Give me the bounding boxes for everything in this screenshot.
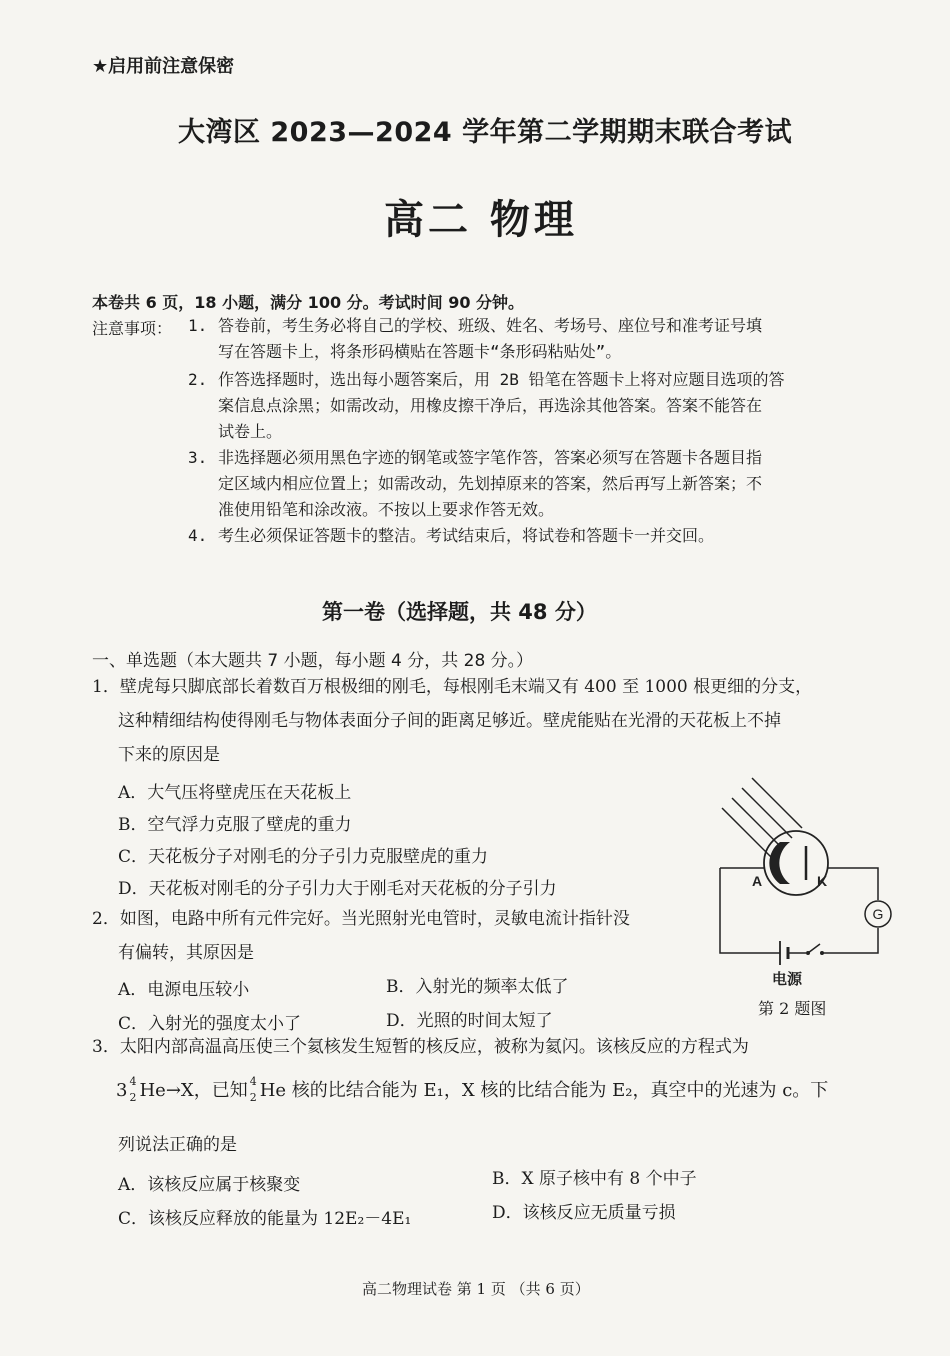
part-title: 一、单选题（本大题共 7 小题，每小题 4 分，共 28 分。） xyxy=(92,651,534,671)
notice-line: 定区域内相应位置上；如需改动，先划掉原来的答案，然后再写上新答案；不 xyxy=(218,474,763,493)
nuclear-equation-line xyxy=(116,1076,828,1102)
notice-number: 3. xyxy=(188,448,208,467)
section-title: 第一卷（选择题，共 48 分） xyxy=(322,600,597,624)
notice-label: 注意事项： xyxy=(92,319,173,338)
charge-number: 2 xyxy=(249,1091,257,1104)
notice-line: 非选择题必须用黑色字迹的钢笔或签字笔作答，答案必须写在答题卡各题目指 xyxy=(218,448,763,467)
power-source-label: 电源 xyxy=(772,970,803,988)
isotope-notation xyxy=(248,1075,260,1104)
question-2-option-b: B．入射光的频率太低了 xyxy=(386,977,569,997)
mass-number: 4 xyxy=(129,1075,137,1088)
equation-coefficient: 3 xyxy=(116,1080,128,1101)
anode-label: A xyxy=(752,873,763,889)
charge-number: 2 xyxy=(129,1091,137,1104)
question-1-option-a: A．大气压将壁虎压在天花板上 xyxy=(118,783,352,803)
notice-item-1 xyxy=(188,313,762,365)
notice-line: 准使用铅笔和涂改液。不按以上要求作答无效。 xyxy=(218,500,555,519)
notice-item-2 xyxy=(188,367,785,445)
notice-item-4 xyxy=(188,523,714,549)
notice-number: 1. xyxy=(188,316,208,335)
confidential-notice: ★启用前注意保密 xyxy=(92,56,235,77)
question-2-option-c: C．入射光的强度太小了 xyxy=(118,1014,302,1034)
subject-title: 高二 物理 xyxy=(384,197,578,243)
circuit-wires xyxy=(720,868,878,953)
isotope-notation xyxy=(127,1075,139,1104)
photoelectric-circuit-figure xyxy=(710,768,905,1028)
question-2-line-2: 有偏转，其原因是 xyxy=(118,943,254,963)
equation-symbol: He xyxy=(139,1080,166,1101)
figure-caption: 第 2 题图 xyxy=(758,999,827,1018)
notice-line: 作答选择题时，选出每小题答案后，用 2B 铅笔在答题卡上将对应题目选项的答 xyxy=(218,370,785,389)
question-1-option-d: D．天花板对刚毛的分子引力大于刚毛对天花板的分子引力 xyxy=(118,879,557,899)
question-1-option-b: B．空气浮力克服了壁虎的重力 xyxy=(118,815,352,835)
question-2-option-a: A．电源电压较小 xyxy=(118,980,250,1000)
equation-text: ，已知 xyxy=(193,1080,248,1101)
notice-number: 2. xyxy=(188,370,208,389)
question-1-line-1: 1．壁虎每只脚底部长着数百万根极细的刚毛，每根刚毛末端又有 400 至 1000 根更细的分支， xyxy=(92,677,813,697)
question-3-option-d: D．该核反应无质量亏损 xyxy=(492,1203,676,1223)
notice-line: 写在答题卡上，将条形码横贴在答题卡“条形码粘贴处”。 xyxy=(218,342,622,361)
notice-line: 案信息点涂黑；如需改动，用橡皮擦干净后，再选涂其他答案。答案不能答在 xyxy=(218,396,763,415)
galvanometer-symbol xyxy=(865,901,891,927)
paper-info: 本卷共 6 页，18 小题，满分 100 分。考试时间 90 分钟。 xyxy=(92,293,525,312)
question-1-option-c: C．天花板分子对刚毛的分子引力克服壁虎的重力 xyxy=(118,847,489,867)
incident-light-rays xyxy=(722,778,802,858)
notice-line: 试卷上。 xyxy=(218,422,283,441)
notice-line: 考生必须保证答题卡的整洁。考试结束后，将试卷和答题卡一并交回。 xyxy=(218,526,715,545)
battery-symbol xyxy=(780,941,806,965)
question-2-line-1: 2．如图，电路中所有元件完好。当光照射光电管时，灵敏电流计指针没 xyxy=(92,909,630,929)
notice-item-3 xyxy=(188,445,762,523)
exam-title: 大湾区 2023—2024 学年第二学期期末联合考试 xyxy=(178,117,793,148)
page-footer: 高二物理试卷 第 1 页 （共 6 页） xyxy=(362,1280,590,1298)
question-1-line-3: 下来的原因是 xyxy=(118,745,220,765)
question-2-option-d: D．光照的时间太短了 xyxy=(386,1011,553,1031)
question-3-line-1: 3．太阳内部高温高压使三个氦核发生短暂的核反应，被称为氦闪。该核反应的方程式为 xyxy=(92,1037,749,1057)
mass-number: 4 xyxy=(249,1075,257,1088)
question-1-line-2: 这种精细结构使得刚毛与物体表面分子间的距离足够近。壁虎能贴在光滑的天花板上不掉 xyxy=(118,711,781,731)
question-3-line-3: 列说法正确的是 xyxy=(118,1135,237,1155)
notice-number: 4. xyxy=(188,526,208,545)
equation-product: X xyxy=(180,1080,194,1101)
equation-text-continued: He 核的比结合能为 E₁，X 核的比结合能为 E₂，真空中的光速为 c。下 xyxy=(259,1080,829,1101)
switch-symbol xyxy=(806,944,824,955)
galvanometer-label: G xyxy=(872,906,884,922)
question-3-option-b: B．X 原子核中有 8 个中子 xyxy=(492,1169,697,1189)
notice-line: 答卷前，考生务必将自己的学校、班级、姓名、考场号、座位号和准考证号填 xyxy=(218,316,763,335)
cathode-label: K xyxy=(817,873,828,889)
question-3-option-a: A．该核反应属于核聚变 xyxy=(118,1175,301,1195)
equation-arrow: → xyxy=(165,1080,181,1101)
question-3-option-c: C．该核反应释放的能量为 12E₂－4E₁ xyxy=(118,1209,412,1229)
